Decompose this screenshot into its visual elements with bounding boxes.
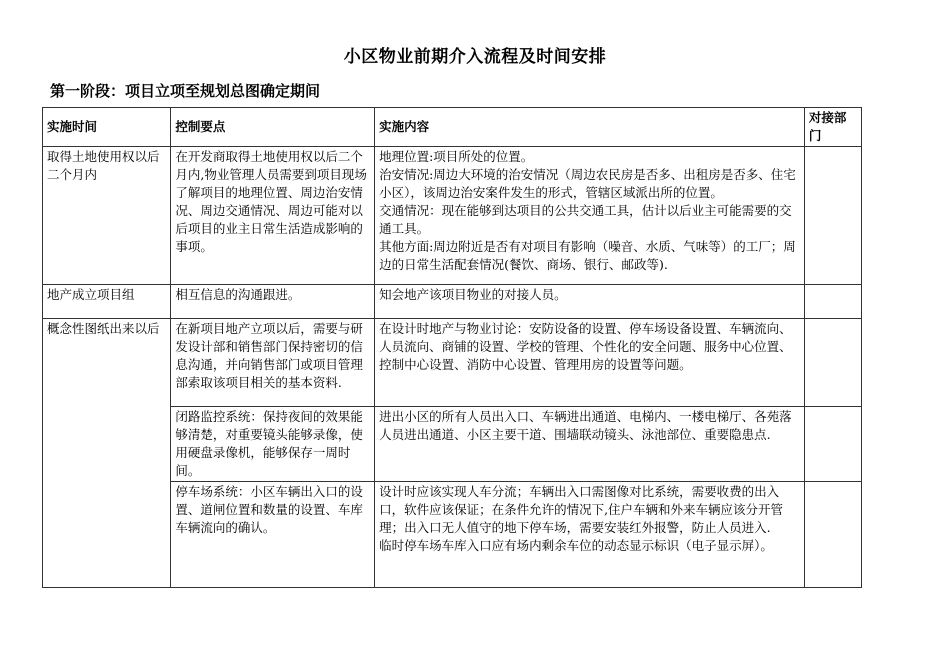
cell-content: 地理位置:项目所处的位置。 治安情况:周边大环境的治安情况（周边农民房是否多、出租房是否多、住宅小区），该周边治安案件发生的形式，管辖区域派出所的位置。 交通情况：现在能够到达项目的公共交通工具，估计以后业主可能需要的交通工具。 其他方面:周边附近是否有对项目有影响（噪音、水质、气味等）的工厂；周边的日常生活配套情况(餐饮、商场、银行、邮政等). [375, 147, 805, 285]
schedule-table [42, 107, 862, 588]
cell-time: 概念性图纸出来以后 [43, 319, 171, 588]
table-header-row [43, 108, 862, 147]
cell-control: 停车场系统：小区车辆出入口的设置、道闸位置和数量的设置、车库车辆流向的确认。 [171, 482, 375, 588]
stage-heading: 第一阶段：项目立项至规划总图确定期间 [50, 82, 321, 100]
cell-control: 闭路监控系统：保持夜间的效果能够清楚，对重要镜头能够录像，使用硬盘录像机，能够保存一周时间。 [171, 407, 375, 482]
document-title: 小区物业前期介入流程及时间安排 [343, 47, 607, 67]
cell-content: 在设计时地产与物业讨论：安防设备的设置、停车场设备设置、车辆流向、人员流向、商铺的设置、学校的管理、个性化的安全问题、服务中心位置、控制中心设置、消防中心设置、管理用房的设置等问题。 [375, 319, 805, 407]
cell-dept [804, 319, 861, 407]
cell-time: 取得土地使用权以后二个月内 [43, 147, 171, 285]
header-content: 实施内容 [375, 108, 805, 147]
cell-content: 设计时应该实现人车分流；车辆出入口需图像对比系统，需要收费的出入口，软件应该保证；在条件允许的情况下,住户车辆和外来车辆应该分开管理；出入口无人值守的地下停车场，需要安装红外报警，防止人员进入. 临时停车场车库入口应有场内剩余车位的动态显示标识（电子显示屏）。 [375, 482, 805, 588]
table-row [43, 285, 862, 319]
cell-time: 地产成立项目组 [43, 285, 171, 319]
header-dept: 对接部门 [804, 108, 861, 147]
table-row [43, 147, 862, 285]
cell-content: 知会地产该项目物业的对接人员。 [375, 285, 805, 319]
cell-dept [804, 147, 861, 285]
cell-dept [804, 285, 861, 319]
cell-dept [804, 407, 861, 482]
cell-control: 在开发商取得土地使用权以后二个月内,物业管理人员需要到项目现场了解项目的地理位置、周边治安情况、周边交通情况、周边可能对以后项目的业主日常生活造成影响的事项。 [171, 147, 375, 285]
table-row [43, 319, 862, 407]
header-time: 实施时间 [43, 108, 171, 147]
cell-control: 相互信息的沟通跟进。 [171, 285, 375, 319]
header-control: 控制要点 [171, 108, 375, 147]
cell-content: 进出小区的所有人员出入口、车辆进出通道、电梯内、一楼电梯厅、各苑落人员进出通道、小区主要干道、围墙联动镜头、泳池部位、重要隐患点. [375, 407, 805, 482]
cell-dept [804, 482, 861, 588]
cell-control: 在新项目地产立项以后，需要与研发设计部和销售部门保持密切的信息沟通，并向销售部门或项目管理部索取该项目相关的基本资料. [171, 319, 375, 407]
